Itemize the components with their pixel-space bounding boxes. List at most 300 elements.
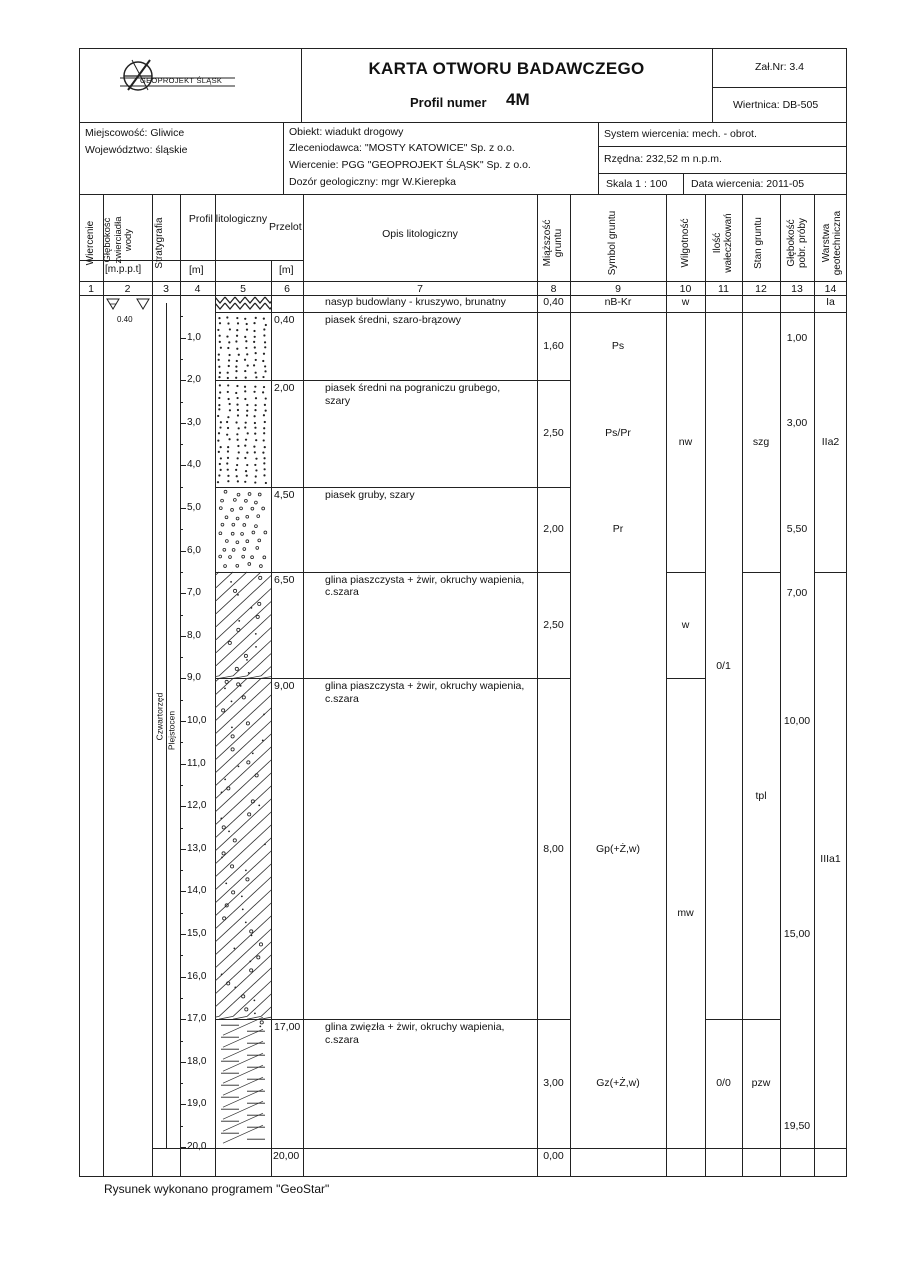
clay-hatch <box>247 756 261 769</box>
sand-dot <box>228 398 230 400</box>
sand-dot <box>265 324 267 326</box>
header-divider <box>301 48 302 122</box>
clay-hatch <box>219 795 233 808</box>
clay-hatch <box>233 951 247 964</box>
col-header-thickness: Miąższość gruntu <box>542 219 564 267</box>
sand-dot <box>264 370 266 372</box>
clay-hatch <box>261 769 271 782</box>
sample-depth: 1,00 <box>786 331 808 344</box>
fill-pattern-mark <box>265 303 271 309</box>
layer-top-depth: 2,00 <box>274 382 295 395</box>
depth-tick <box>180 764 186 765</box>
clay-hatch <box>219 624 233 637</box>
depth-tick <box>180 934 186 935</box>
sand-dot <box>219 463 221 465</box>
sand-dot <box>244 336 246 338</box>
sand-dot <box>227 480 229 482</box>
clay-hatch <box>261 860 271 873</box>
sand-dot <box>253 330 255 332</box>
moisture-value: mw <box>677 906 694 919</box>
footer-note: Rysunek wykonano programem "GeoStar" <box>104 1182 330 1196</box>
clay-hatch <box>247 730 261 743</box>
clay-hatch <box>233 847 247 860</box>
sand-dot <box>265 410 267 412</box>
depth-minor-tick <box>180 742 183 743</box>
stiff-clay-hatch <box>223 1065 263 1083</box>
clay-hatch <box>233 899 247 912</box>
sand-dot <box>220 421 222 423</box>
gravel-mark <box>248 813 251 816</box>
coarse-grain <box>242 555 245 558</box>
profile-number: 4M <box>506 90 530 109</box>
clay-hatch <box>215 782 219 795</box>
rolls-value: 0/0 <box>716 1077 731 1090</box>
clay-hatch <box>261 964 271 977</box>
clay-hatch <box>233 743 247 756</box>
col-header-profile: Profil litologiczny <box>188 213 268 225</box>
clay-hatch <box>233 925 247 938</box>
clay-hatch <box>219 899 233 912</box>
gravel-mark <box>235 667 238 670</box>
info-divider <box>683 173 684 194</box>
sand-dot <box>227 322 229 324</box>
coarse-grain <box>232 523 235 526</box>
layer-boundary <box>215 678 570 679</box>
depth-minor-tick <box>180 785 183 786</box>
clay-hatch <box>215 572 219 585</box>
gravel-mark <box>221 857 223 859</box>
layer-description: piasek gruby, szary <box>325 488 415 501</box>
col-header-moisture: Wilgotność <box>680 218 691 268</box>
clay-hatch <box>215 938 219 951</box>
clay-hatch <box>233 873 247 886</box>
clay-hatch <box>261 637 271 650</box>
sand-dot <box>245 439 247 441</box>
depth-tick <box>180 721 186 722</box>
sand-dot <box>254 409 256 411</box>
sand-dot <box>246 404 248 406</box>
clay-hatch <box>215 886 219 899</box>
sand-dot <box>244 457 246 459</box>
moisture-value: w <box>681 296 690 308</box>
sand-dot <box>236 360 238 362</box>
clay-hatch <box>247 650 261 663</box>
sand-dot <box>235 366 237 368</box>
gravel-mark <box>245 922 247 924</box>
clay-hatch <box>215 951 219 964</box>
depth-tick-label: 19,0 <box>187 1098 207 1110</box>
header-divider <box>712 48 713 122</box>
sand-dot <box>228 438 230 440</box>
clay-hatch <box>219 964 233 977</box>
scale: Skala 1 : 100 <box>606 178 668 190</box>
depth-tick-label: 13,0 <box>187 842 207 854</box>
sand-dot <box>263 462 265 464</box>
clay-hatch <box>215 899 219 912</box>
sand-dot <box>227 446 229 448</box>
sand-dot <box>218 376 220 378</box>
gravel-mark <box>245 870 247 872</box>
clay-hatch <box>215 808 219 821</box>
depth-tick <box>180 380 186 381</box>
sand-dot <box>245 470 247 472</box>
depth-tick-label: 8,0 <box>187 629 201 641</box>
sand-dot <box>235 421 237 423</box>
sand-dot <box>217 329 219 331</box>
coarse-grain <box>221 523 224 526</box>
object: Obiekt: wiadukt drogowy <box>289 126 404 138</box>
clay-hatch <box>261 977 271 990</box>
moisture-value-boundary <box>666 678 705 679</box>
clay-hatch <box>215 637 219 650</box>
gravel-mark <box>252 753 254 755</box>
sand-dot <box>262 360 264 362</box>
clay-hatch <box>215 611 219 624</box>
fill-pattern-mark <box>225 297 235 303</box>
sand-dot <box>237 414 239 416</box>
clay-hatch <box>247 769 261 782</box>
sand-dot <box>220 446 222 448</box>
sand-dot <box>264 346 266 348</box>
sand-dot <box>262 452 264 454</box>
sand-dot <box>255 475 257 477</box>
gravel-mark <box>224 688 226 690</box>
coarse-grain <box>246 515 249 518</box>
sand-dot <box>246 329 248 331</box>
clay-hatch <box>247 821 261 834</box>
clay-hatch <box>215 769 219 782</box>
sand-dot <box>246 464 248 466</box>
depth-tick <box>180 636 186 637</box>
clay-hatch <box>233 886 247 899</box>
sand-dot <box>218 359 220 361</box>
sand-dot <box>218 397 220 399</box>
sand-dot <box>227 372 229 374</box>
gravel-mark <box>232 891 235 894</box>
sand-dot <box>263 334 265 336</box>
info-divider <box>598 146 846 147</box>
layer-top-depth: 9,00 <box>274 680 295 693</box>
sand-dot <box>238 427 240 429</box>
sand-dot <box>246 414 248 416</box>
sand-dot <box>218 366 220 368</box>
fill-pattern-mark <box>235 297 245 303</box>
sand-dot <box>244 445 246 447</box>
depth-minor-tick <box>180 700 183 701</box>
stiff-clay-hatch <box>223 1113 263 1131</box>
sand-dot <box>238 354 240 356</box>
voivodeship: Województwo: śląskie <box>85 144 188 156</box>
clay-hatch <box>215 598 219 611</box>
clay-hatch <box>261 899 271 912</box>
clay-hatch <box>247 808 261 821</box>
clay-hatch <box>233 977 247 990</box>
gravel-mark <box>249 961 251 963</box>
column-number: 1 <box>88 283 94 295</box>
sand-dot <box>254 451 256 453</box>
depth-minor-tick <box>180 359 183 360</box>
col-header-sample-depth: Głębokość pobr. próby <box>786 217 808 269</box>
sand-dot <box>254 427 256 429</box>
stiff-clay-hatch <box>223 1125 263 1143</box>
clay-hatch <box>261 572 271 585</box>
clay-hatch <box>261 847 271 860</box>
clay-hatch <box>215 1003 219 1016</box>
sample-depth: 10,00 <box>783 715 811 727</box>
layer-description: nasyp budowlany - kruszywo, brunatny <box>325 296 506 308</box>
depth-tick <box>180 1019 186 1020</box>
clay-hatch <box>261 663 271 676</box>
gravel-mark <box>244 654 247 657</box>
clay-hatch <box>261 795 271 808</box>
column-number: 3 <box>163 283 169 295</box>
depth-tick-label: 16,0 <box>187 970 207 982</box>
sand-dot <box>245 340 247 342</box>
coarse-grain <box>241 533 244 536</box>
coarse-grain <box>233 498 236 501</box>
depth-tick <box>180 1062 186 1063</box>
soil-symbol: Pr <box>612 523 624 536</box>
clay-hatch <box>261 717 271 730</box>
gravel-mark <box>254 1013 256 1015</box>
clay-hatch <box>261 821 271 834</box>
sand-dot <box>219 384 221 386</box>
clay-hatch <box>261 585 271 598</box>
column-number: 2 <box>124 283 131 295</box>
depth-minor-tick <box>180 1083 183 1084</box>
clay-hatch <box>247 925 261 938</box>
sand-dot <box>253 391 255 393</box>
gravel-mark <box>260 1021 263 1024</box>
geotech-layer-value: Ia <box>826 296 835 308</box>
column-number: 10 <box>679 283 692 295</box>
depth-minor-tick <box>180 402 183 403</box>
clay-hatch <box>261 912 271 925</box>
gravel-mark <box>221 792 223 794</box>
sand-dot <box>253 322 255 324</box>
sand-dot <box>245 422 247 424</box>
locality: Miejscowość: Gliwice <box>85 127 185 139</box>
sand-dot <box>264 404 266 406</box>
sand-dot <box>264 421 266 423</box>
coarse-grain <box>263 556 266 559</box>
sand-dot <box>220 457 222 459</box>
bottom-row-line <box>152 1148 847 1149</box>
gravel-mark <box>255 633 257 635</box>
sand-dot <box>217 415 219 417</box>
clay-hatch <box>233 717 247 730</box>
depth-tick-label: 3,0 <box>187 416 201 428</box>
sand-dot <box>218 317 220 319</box>
clay-hatch <box>233 769 247 782</box>
clay-hatch <box>233 912 247 925</box>
column-number: 11 <box>718 283 729 295</box>
sand-dot <box>245 347 247 349</box>
sand-dot <box>235 469 237 471</box>
clay-hatch <box>219 938 233 951</box>
sand-dot <box>220 469 222 471</box>
sand-dot <box>219 426 221 428</box>
clay-hatch <box>219 782 233 795</box>
gravel-mark <box>246 659 248 661</box>
depth-minor-tick <box>180 529 183 530</box>
gravel-mark <box>225 883 227 885</box>
geotech-layer-value-boundary <box>814 572 847 573</box>
sand-dot <box>237 480 239 482</box>
sand-dot <box>218 474 220 476</box>
sand-dot <box>254 464 256 466</box>
gravel-mark <box>258 602 261 605</box>
sand-dot <box>255 458 257 460</box>
layer-boundary <box>215 380 570 381</box>
stiff-clay-hatch <box>223 1029 263 1047</box>
clay-hatch <box>215 847 219 860</box>
sand-dot <box>218 451 220 453</box>
gravel-mark <box>242 696 245 699</box>
depth-minor-tick <box>180 913 183 914</box>
clay-hatch <box>261 704 271 717</box>
coarse-grain <box>244 499 247 502</box>
sample-depth: 15,00 <box>783 928 811 940</box>
clay-hatch <box>215 990 219 1003</box>
gravel-mark <box>224 779 226 781</box>
depth-tick-label: 14,0 <box>187 885 207 897</box>
sand-dot <box>238 451 240 453</box>
coarse-grain <box>236 541 239 544</box>
sand-dot <box>236 317 238 319</box>
sand-dot <box>229 409 231 411</box>
coarse-grain <box>225 516 228 519</box>
sand-dot <box>229 328 231 330</box>
layer-thickness: 2,00 <box>543 523 564 536</box>
depth-tick-label: 18,0 <box>187 1055 207 1067</box>
clay-hatch <box>215 795 219 808</box>
clay-hatch <box>261 886 271 899</box>
depth-tick-label: 11,0 <box>187 757 206 769</box>
gravel-mark <box>242 909 244 911</box>
gravel-mark <box>242 995 245 998</box>
gravel-mark <box>255 774 258 777</box>
layer-description: piasek średni, szaro-brązowy <box>325 314 461 327</box>
depth-tick <box>180 1104 186 1105</box>
bottom-thickness: 0,00 <box>543 1150 564 1162</box>
col-unit-interval: [m] <box>279 264 294 276</box>
column-line <box>271 260 272 1177</box>
clay-hatch <box>219 990 233 1003</box>
sand-dot <box>227 347 229 349</box>
clay-hatch <box>215 650 219 663</box>
layer-top-depth: 4,50 <box>274 488 295 501</box>
col-header-stratigraphy: Stratygrafia <box>154 217 165 269</box>
coarse-grain <box>251 556 254 559</box>
sand-dot <box>219 372 221 374</box>
sand-dot <box>253 341 255 343</box>
coarse-grain <box>243 524 246 527</box>
soil-symbol: nB-Kr <box>604 296 632 308</box>
clay-hatch <box>233 808 247 821</box>
column-number: 4 <box>194 283 201 295</box>
sand-dot <box>246 452 248 454</box>
sand-dot <box>264 365 266 367</box>
col-header-interval: Przelot <box>269 221 302 233</box>
depth-tick <box>180 465 186 466</box>
clay-hatch <box>247 938 261 951</box>
col-header-soil-symbol: Symbol gruntu <box>607 210 618 276</box>
clay-hatch <box>247 624 261 637</box>
clay-hatch <box>247 951 261 964</box>
clay-hatch <box>215 964 219 977</box>
clay-hatch <box>233 860 247 873</box>
clay-hatch <box>261 756 271 769</box>
fill-pattern-mark <box>215 297 225 303</box>
sand-dot <box>262 391 264 393</box>
moisture-value: w <box>681 619 690 632</box>
col-header-rolls: Ilość wałeczkowań <box>712 213 734 273</box>
sand-dot <box>219 335 221 337</box>
clay-hatch <box>233 730 247 743</box>
clay-hatch <box>247 691 261 704</box>
layer-boundary <box>215 312 570 313</box>
clay-hatch <box>233 782 247 795</box>
sand-dot <box>235 392 237 394</box>
depth-tick-label: 7,0 <box>187 587 201 599</box>
sand-dot <box>220 347 222 349</box>
coarse-grain <box>232 548 235 551</box>
coarse-grain <box>240 507 243 510</box>
soil-state-value: pzw <box>751 1077 771 1090</box>
gravel-mark <box>258 805 260 807</box>
clay-hatch <box>247 704 261 717</box>
column-line <box>705 194 706 1177</box>
client: Zleceniodawca: "MOSTY KATOWICE" Sp. z o.o. <box>289 142 515 154</box>
sand-dot <box>227 427 229 429</box>
clay-hatch <box>261 808 271 821</box>
clay-hatch <box>219 808 233 821</box>
clay-hatch <box>233 704 247 717</box>
column-line <box>814 194 815 1177</box>
clay-hatch <box>219 769 233 782</box>
sand-dot <box>254 433 256 435</box>
sand-dot <box>236 464 238 466</box>
coarse-grain <box>223 548 226 551</box>
sand-dot <box>226 335 228 337</box>
coarse-grain <box>258 539 261 542</box>
sand-dot <box>244 390 246 392</box>
clay-hatch <box>247 585 261 598</box>
stratigraphy-era: Czwartorzęd <box>154 692 165 741</box>
gravel-mark <box>237 683 240 686</box>
coarse-grain <box>236 564 239 567</box>
layer-top-depth: 17,00 <box>274 1021 301 1034</box>
gravel-mark <box>259 576 262 579</box>
clay-hatch <box>219 821 233 834</box>
clay-hatch <box>247 743 261 756</box>
column-number: 13 <box>791 283 803 295</box>
clay-hatch <box>247 1003 261 1016</box>
sand-dot <box>229 403 231 405</box>
depth-tick-label: 9,0 <box>187 672 201 684</box>
sand-dot <box>227 384 229 386</box>
clay-hatch <box>261 650 271 663</box>
depth-tick-label: 20,0 <box>187 1141 207 1152</box>
soil-symbol: Ps/Pr <box>605 427 631 440</box>
clay-hatch <box>261 951 271 964</box>
sand-dot <box>263 439 265 441</box>
sand-dot <box>244 359 246 361</box>
coarse-grain <box>252 531 255 534</box>
depth-minor-tick <box>180 444 183 445</box>
clay-hatch <box>261 691 271 704</box>
